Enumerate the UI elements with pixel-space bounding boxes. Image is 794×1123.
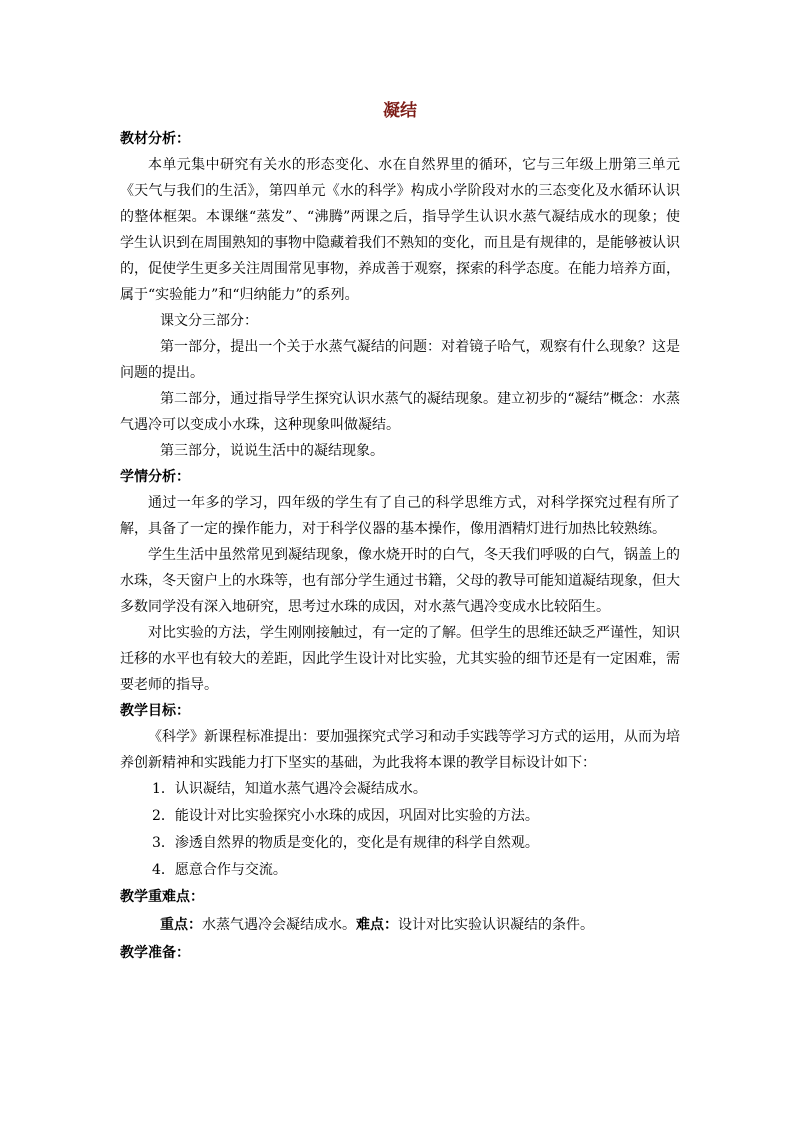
student-analysis-paragraph: 通过一年多的学习，四年级的学生有了自己的科学思维方式，对科学探究过程有所了解，具备了一定的操作能力，对于科学仪器的基本操作，像用酒精灯进行加热比较熟练。	[120, 495, 680, 537]
textbook-analysis-paragraph: 第二部分，通过指导学生探究认识水蒸气的凝结现象。建立初步的“凝结”概念：水蒸气遇冷可以变成小水珠，这种现象叫做凝结。	[120, 391, 680, 433]
textbook-analysis-paragraph: 本单元集中研究有关水的形态变化、水在自然界里的循环，它与三年级上册第三单元《天气与我们的生活》，第四单元《水的科学》构成小学阶段对水的三态变化及水循环认识的整体框架。本课继“蒸发”、“沸腾”两课之后，指导学生认识水蒸气凝结成水的现象；使学生认识到在周围熟知的事物中隐藏着我们不熟知的变化，而且是有规律的，是能够被认识的，促使学生更多关注周围常见事物，养成善于观察，探索的科学态度。在能力培养方面，属于“实验能力”和“归纳能力”的系列。	[120, 157, 680, 303]
key-points-line	[120, 910, 680, 940]
key-point-label: 重点：	[160, 917, 202, 933]
teaching-goal-item: 4．愿意合作与交流。	[152, 862, 287, 878]
teaching-goals-intro: 《科学》新课程标准提出：要加强探究式学习和动手实践等学习方式的运用，从而为培养创新精神和实践能力打下坚实的基础，为此我将本课的教学目标设计如下：	[120, 729, 680, 771]
difficulty-label: 难点：	[356, 917, 398, 933]
section-heading-textbook-analysis: 教材分析：	[120, 131, 190, 147]
section-heading-student-analysis: 学情分析：	[120, 469, 190, 485]
student-analysis-paragraph: 学生生活中虽然常见到凝结现象，像水烧开时的白气，冬天我们呼吸的白气，锅盖上的水珠，冬天窗户上的水珠等，也有部分学生通过书籍，父母的教导可能知道凝结现象，但大多数同学没有深入地研究，思考过水珠的成因，对水蒸气遇冷变成水比较陌生。	[120, 547, 680, 615]
section-heading-preparation: 教学准备：	[120, 945, 190, 961]
key-point-text: 水蒸气遇冷会凝结成水。	[202, 917, 356, 933]
teaching-goal-item: 1．认识凝结，知道水蒸气遇冷会凝结成水。	[152, 781, 427, 797]
teaching-goal-item: 3．渗透自然界的物质是变化的，变化是有规律的科学自然观。	[152, 835, 539, 851]
textbook-analysis-paragraph: 第一部分，提出一个关于水蒸气凝结的问题：对着镜子哈气，观察有什么现象？这是问题的提出。	[120, 339, 680, 381]
textbook-analysis-paragraph: 第三部分，说说生活中的凝结现象。	[160, 443, 384, 459]
textbook-analysis-paragraph: 课文分三部分：	[160, 313, 258, 329]
teaching-goal-item: 2．能设计对比实验探究小水珠的成因，巩固对比实验的方法。	[152, 808, 539, 824]
section-heading-key-points: 教学重难点：	[120, 889, 204, 905]
document-body	[120, 96, 680, 966]
student-analysis-paragraph: 对比实验的方法，学生刚刚接触过，有一定的了解。但学生的思维还缺乏严谨性，知识迁移的水平也有较大的差距，因此学生设计对比实验，尤其实验的细节还是有一定困难，需要老师的指导。	[120, 625, 680, 693]
document-title: 凝结	[383, 101, 417, 121]
difficulty-text: 设计对比实验认识凝结的条件。	[398, 917, 594, 933]
section-heading-teaching-goals: 教学目标：	[120, 703, 190, 719]
